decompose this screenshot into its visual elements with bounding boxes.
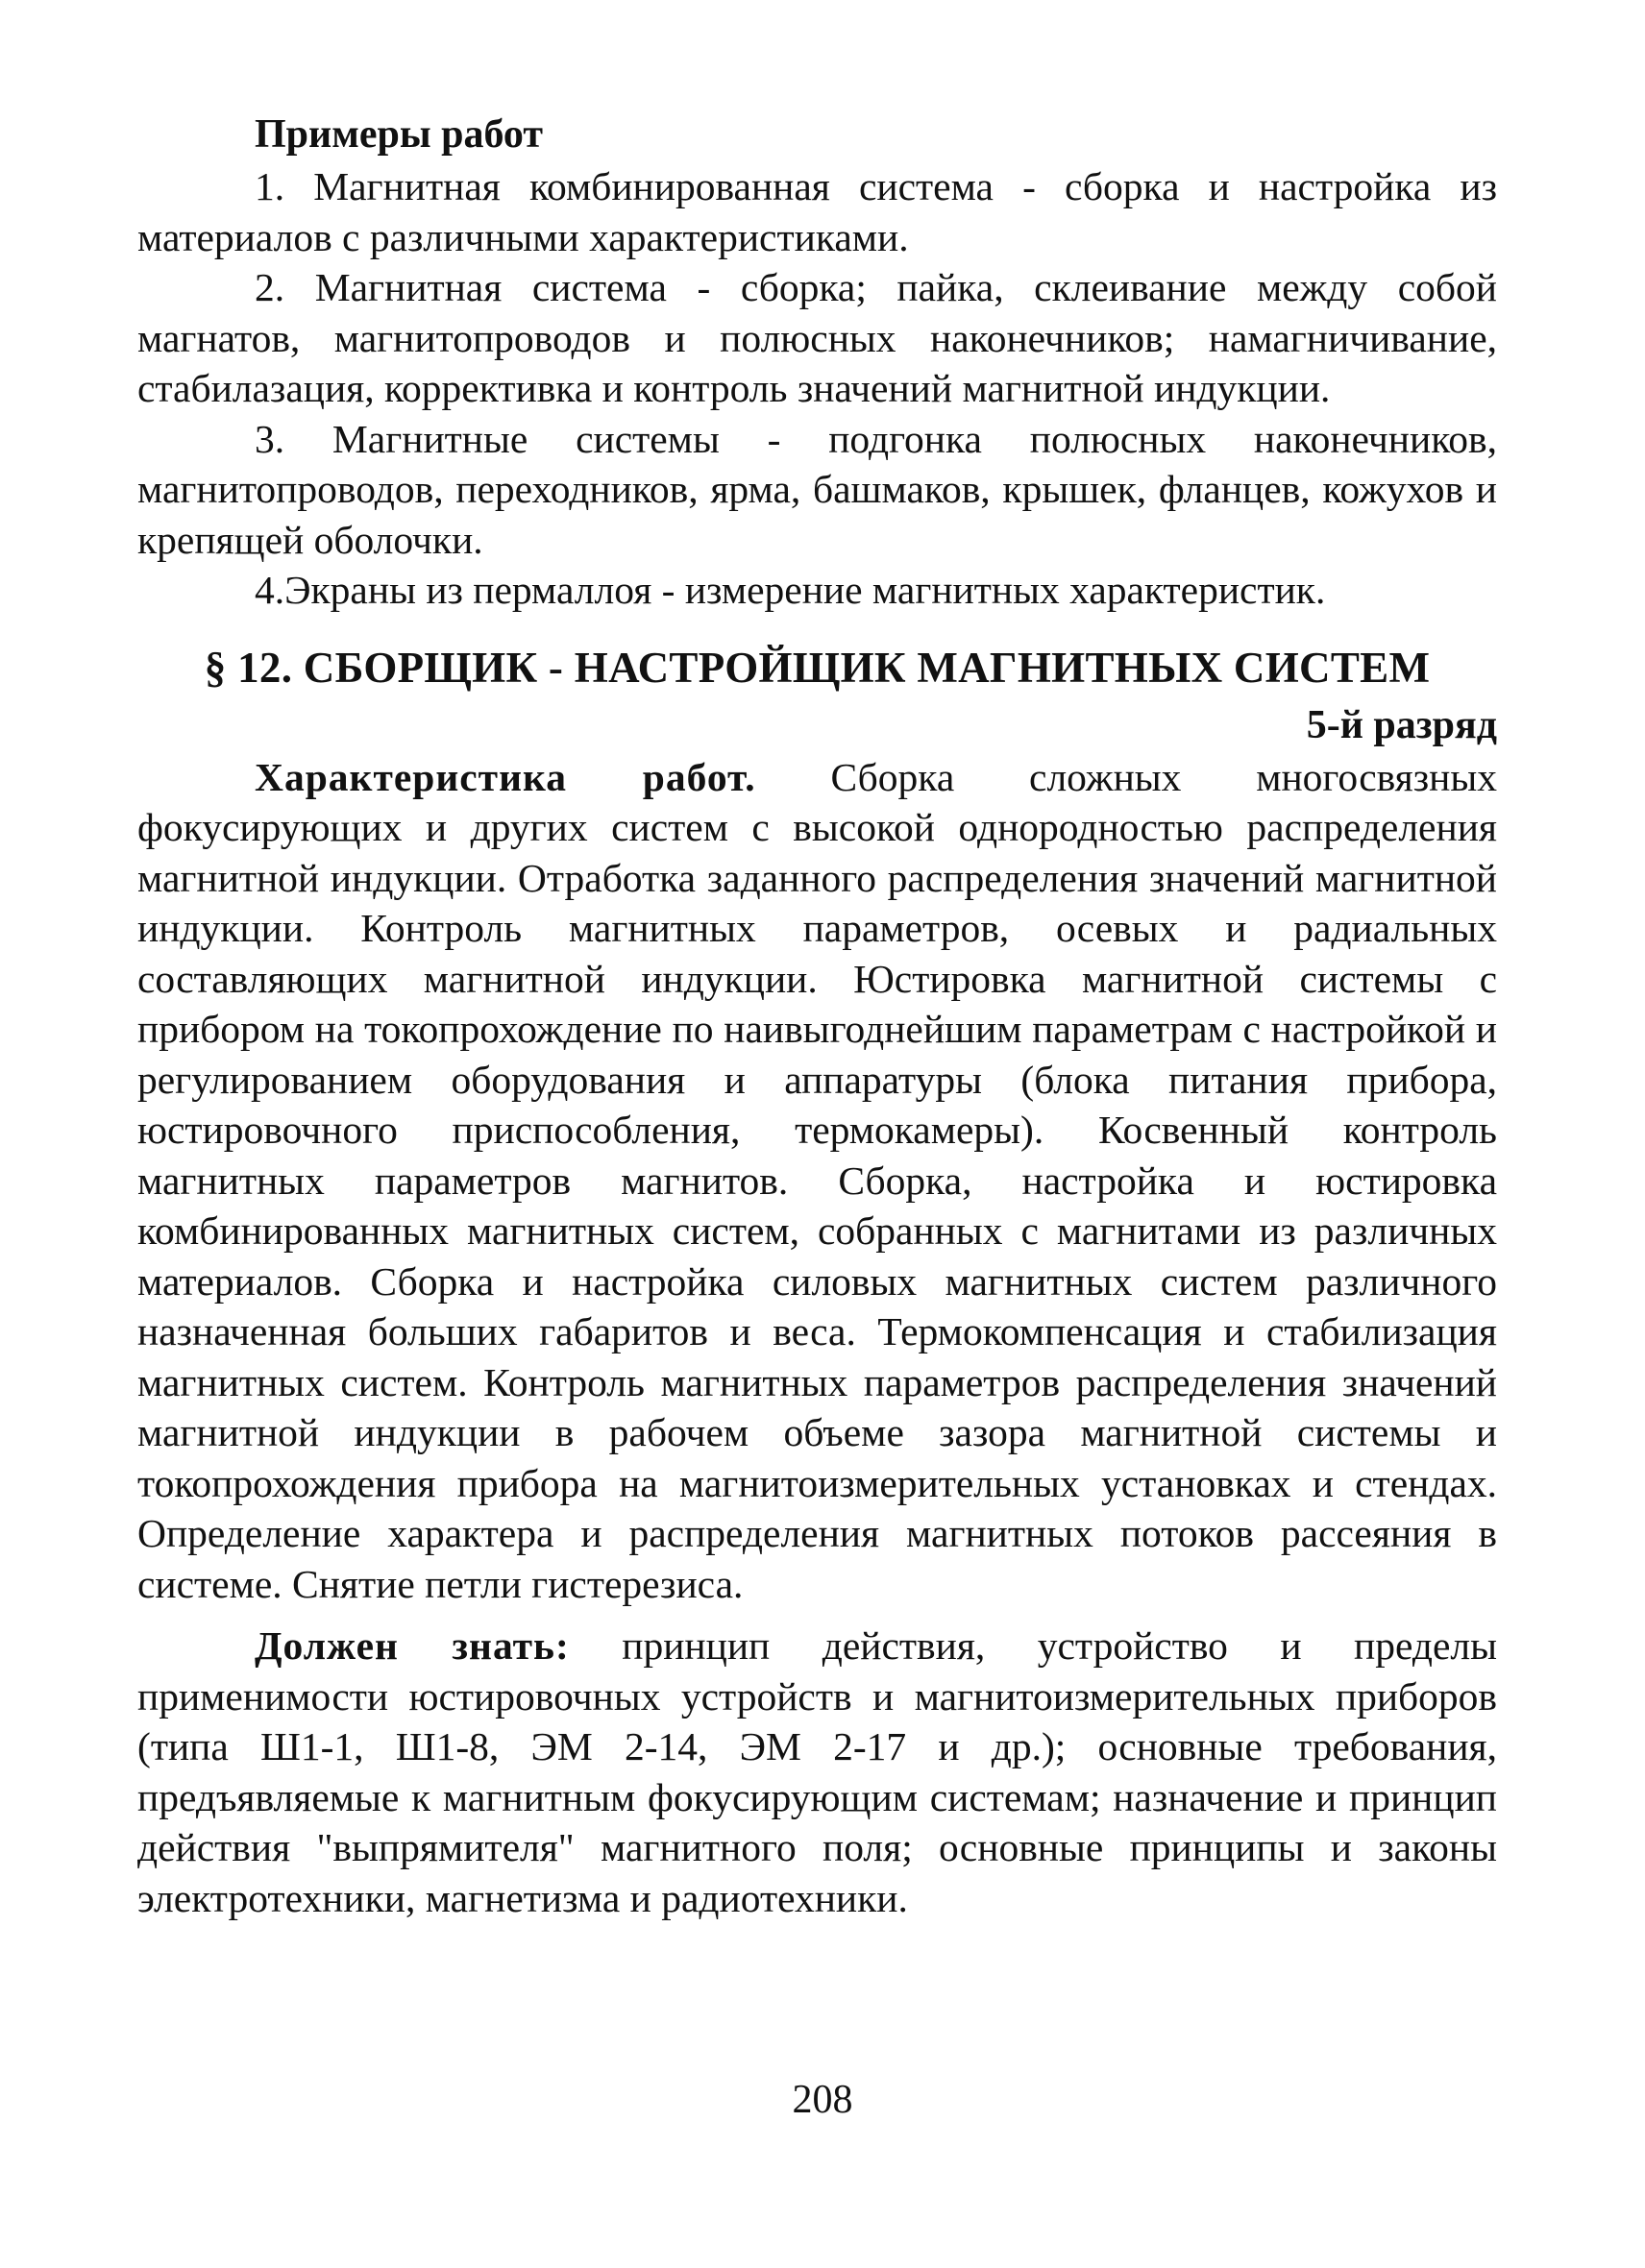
characteristics-text: Сборка сложных многосвязных фокусирующих и других систем с высокой однородностью распределения магнитной индукции. Отработка заданного распределения значений магнитной индукции. Контроль магнитных параметров, осевых и радиальных составляющих магнитной индукции. Юстировка магнитной системы с прибором на токопрохождение по наивыгоднейшим параметрам с настройкой и регулированием оборудования и аппаратуры (блока питания прибора, юстировочного приспособления, термокамеры). Косвенный контроль магнитных параметров магнитов. Сборка, настройка и юстировка комбинированных магнитных систем, собранных с магнитами из различных материалов. Сборка и настройка силовых магнитных систем различного назначенная больших габаритов и веса. Термокомпенсация и стабилизация магнитных систем. Контроль магнитных параметров распределения значений магнитной индукции в рабочем объеме зазора магнитной системы и токопрохождения прибора на магнитоизмерительных установках и стендах. Определение характера и распределения магнитных потоков рассеяния в системе. Снятие петли гистерезиса. [137,754,1497,1606]
document-page [137,108,1497,1923]
example-item-3: 3. Магнитные системы - подгонка полюсных наконечников, магнитопроводов, переходников, ярма, башмаков, крышек, фланцев, кожухов и крепящей оболочки. [137,416,1497,562]
characteristics-label: Характеристика работ. [255,754,756,799]
section-title: § 12. СБОРЩИК - НАСТРОЙЩИК МАГНИТНЫХ СИСТЕМ [204,643,1431,692]
characteristics-paragraph [137,752,1497,1610]
example-item-4: 4.Экраны из пермаллоя - измерение магнитных характеристик. [255,568,1326,612]
knowledge-text: принцип действия, устройство и пределы применимости юстировочных устройств и магнитоизмерительных приборов (типа Ш1-1, Ш1-8, ЭМ 2-14, ЭМ 2-17 и др.); основные требования, предъявляемые к магнитным фокусирующим системам; назначение и принцип действия "выпрямителя" магнитного поля; основные принципы и законы электротехники, магнетизма и радиотехники. [137,1623,1497,1920]
knowledge-paragraph [137,1621,1497,1923]
examples-heading: Примеры работ [255,112,544,157]
grade-label: 5-й разряд [1306,702,1497,747]
knowledge-label: Должен знать: [255,1623,570,1668]
example-item-2: 2. Магнитная система - сборка; пайка, склеивание между собой магнатов, магнитопроводов и полюсных наконечников; намагничивание, стабилазация, коррективка и контроль значений магнитной индукции. [137,265,1497,410]
example-item-1: 1. Магнитная комбинированная система - сборка и настройка из материалов с различными характеристиками. [137,164,1497,259]
page-number: 208 [792,2078,853,2122]
